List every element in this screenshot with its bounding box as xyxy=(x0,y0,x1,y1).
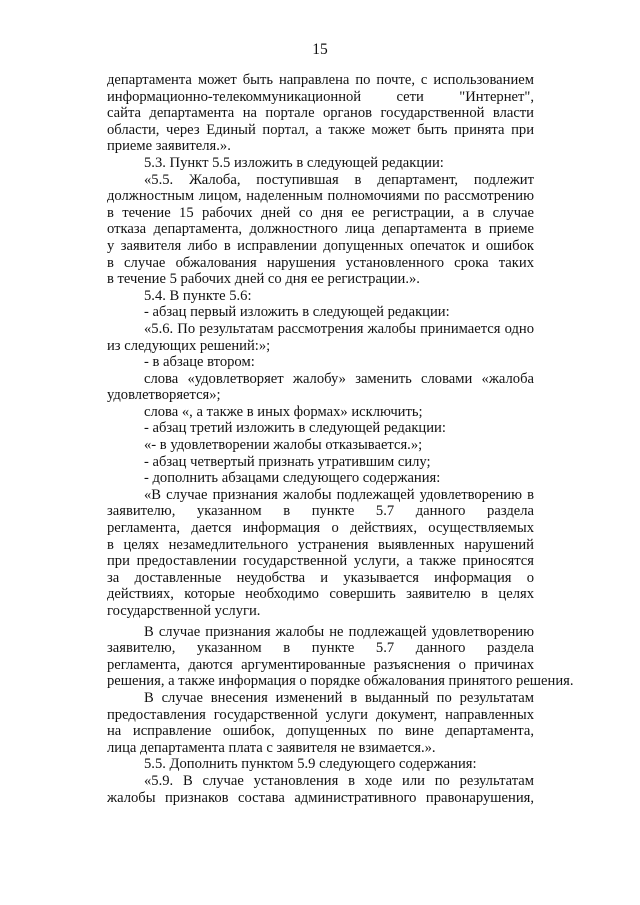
text-line: при предоставлении государственной услуги, а также приносятся xyxy=(107,553,534,570)
text-line: В случае признания жалобы не подлежащей удовлетворению xyxy=(144,623,534,640)
text-line: 5.5. Дополнить пунктом 5.9 следующего содержания: xyxy=(144,756,477,773)
text-line: из следующих решений:»; xyxy=(107,337,271,354)
text-line: предоставления государственной услуги документ, направленных xyxy=(107,706,534,723)
text-line: 5.4. В пункте 5.6: xyxy=(144,287,252,304)
text-line: сайта департамента на портале органов государственной власти xyxy=(107,105,534,122)
text-line: области, через Единый портал, а также может быть принята при xyxy=(107,121,534,138)
text-line: регламента, даются аргументированные разъяснения о причинах xyxy=(107,656,534,673)
text-line: лица департамента плата с заявителя не взимается.». xyxy=(107,739,436,756)
text-line: заявителю, указанном в пункте 5.7 данного раздела xyxy=(107,503,534,520)
text-line: в целях незамедлительного устранения выявленных нарушений xyxy=(107,536,534,553)
text-line: на исправление ошибок, допущенных по вине департамента, xyxy=(107,723,534,740)
text-line: действиях, которые необходимо совершить заявителю в целях xyxy=(107,586,534,603)
text-line: у заявителя либо в исправлении допущенных опечаток и ошибок xyxy=(107,237,534,254)
text-line: отказа департамента, должностного лица департамента в приеме xyxy=(107,221,534,238)
document-body xyxy=(107,72,574,806)
text-line: департамента может быть направлена по почте, с использованием xyxy=(107,72,534,88)
text-line: - абзац первый изложить в следующей редакции: xyxy=(144,304,450,321)
text-line: - дополнить абзацами следующего содержания: xyxy=(144,470,441,487)
text-line: слова «удовлетворяет жалобу» заменить словами «жалоба xyxy=(144,370,534,387)
text-line: приеме заявителя.». xyxy=(107,138,231,155)
text-line: - абзац четвертый признать утратившим силу; xyxy=(144,453,431,470)
text-line: информационно-телекоммуникационной сети "Интернет", xyxy=(107,88,534,105)
text-line: - абзац третий изложить в следующей редакции: xyxy=(144,420,446,437)
text-line: удовлетворяется»; xyxy=(107,387,221,404)
page-number: 15 xyxy=(312,41,328,58)
text-line: жалобы признаков состава административного правонарушения, xyxy=(107,789,534,806)
text-line: решения, а также информация о порядке обжалования принятого решения. xyxy=(107,673,574,690)
text-line: - в абзаце втором: xyxy=(144,354,255,371)
text-line: В случае внесения изменений в выданный по результатам xyxy=(144,689,534,706)
text-line: «5.9. В случае установления в ходе или по результатам xyxy=(144,772,534,789)
text-line: регламента, дается информация о действиях, осуществляемых xyxy=(107,520,534,537)
text-line: «5.5. Жалоба, поступившая в департамент, подлежит xyxy=(144,171,534,188)
text-line: «5.6. По результатам рассмотрения жалобы принимается одно xyxy=(144,320,534,337)
text-line: в течение 5 рабочих дней со дня ее регистрации.». xyxy=(107,271,420,288)
text-line: должностным лицом, наделенным полномочиями по рассмотрению xyxy=(107,188,534,205)
text-line: государственной услуги. xyxy=(107,603,261,619)
text-line: за доставленные неудобства и указывается информация о xyxy=(107,569,534,586)
text-line: слова «, а также в иных формах» исключить; xyxy=(144,403,423,420)
text-line: «В случае признания жалобы подлежащей удовлетворению в xyxy=(144,486,534,503)
text-line: «- в удовлетворении жалобы отказывается.»; xyxy=(144,437,423,454)
text-line: 5.3. Пункт 5.5 изложить в следующей редакции: xyxy=(144,154,444,171)
text-line: заявителю, указанном в пункте 5.7 данного раздела xyxy=(107,640,534,657)
text-line: в течение 15 рабочих дней со дня ее регистрации, а в случае xyxy=(107,204,534,221)
text-line: в случае обжалования нарушения установленного срока таких xyxy=(107,254,534,271)
